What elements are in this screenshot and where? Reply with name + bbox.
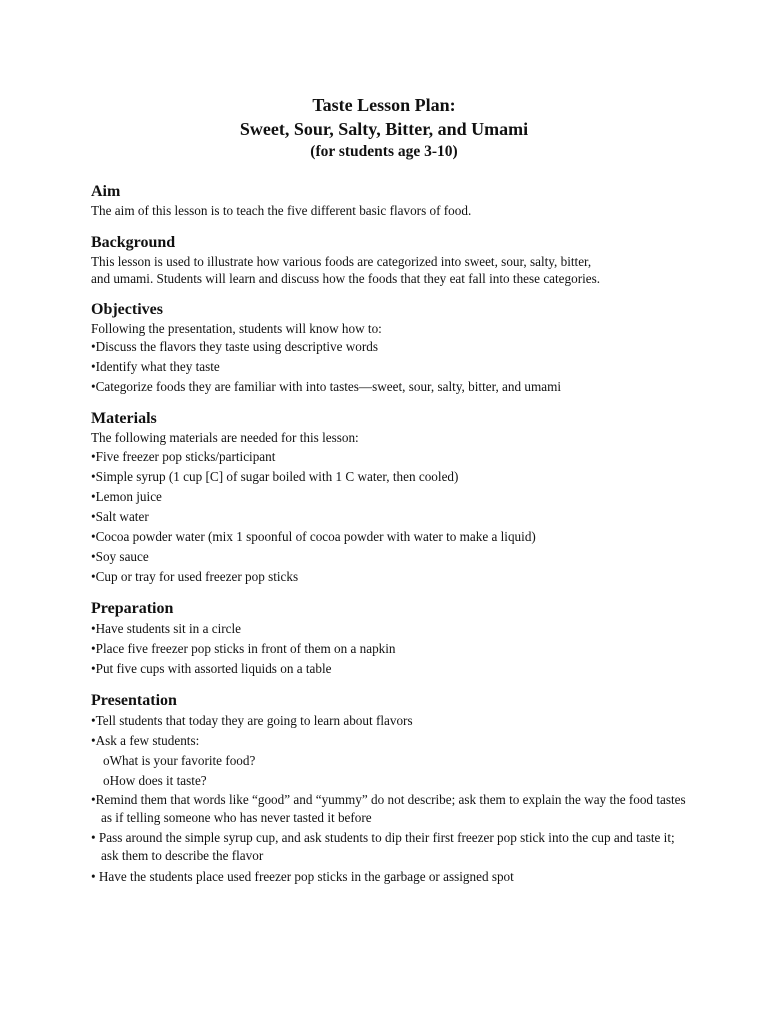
material-item: •Cocoa powder water (mix 1 spoonful of cocoa powder with water to make a liquid) <box>91 528 536 544</box>
presentation-item: • Have the students place used freezer pop sticks in the garbage or assigned spot <box>91 868 514 884</box>
section-presentation <box>91 690 691 887</box>
background-text-line-1: This lesson is used to illustrate how various foods are categorized into sweet, sour, salty, bitter, <box>91 253 592 269</box>
title-line-1: Taste Lesson Plan: <box>312 95 456 115</box>
objectives-heading: Objectives <box>91 300 163 318</box>
material-item: •Cup or tray for used freezer pop sticks <box>91 568 299 584</box>
section-background <box>91 232 691 288</box>
material-item: •Five freezer pop sticks/participant <box>91 448 276 464</box>
presentation-item: • Pass around the simple syrup cup, and ask students to dip their first freezer pop stick into the cup and taste it; ask them to describe the flavor <box>91 829 675 863</box>
material-item: •Soy sauce <box>91 548 149 564</box>
presentation-item: •Ask a few students: <box>91 732 200 748</box>
background-text-line-2: and umami. Students will learn and discuss how the foods that they eat fall into these categories. <box>91 271 601 286</box>
objective-item: •Categorize foods they are familiar with into tastes—sweet, sour, salty, bitter, and umami <box>91 379 562 394</box>
section-materials <box>91 408 691 587</box>
presentation-item: •Tell students that today they are going to learn about flavors <box>91 712 413 728</box>
document-body <box>91 181 691 897</box>
presentation-heading: Presentation <box>91 691 177 709</box>
presentation-item: •Remind them that words like “good” and “yummy” do not describe; ask them to explain the way the food tastes as if telling someone who has never tasted it before <box>91 791 686 825</box>
preparation-item: •Put five cups with assorted liquids on a table <box>91 660 332 676</box>
material-item: •Simple syrup (1 cup [C] of sugar boiled with 1 C water, then cooled) <box>91 468 459 484</box>
title-line-3: (for students age 3-10) <box>310 143 458 160</box>
materials-intro: The following materials are needed for this lesson: <box>91 430 359 445</box>
section-preparation <box>91 598 691 679</box>
section-aim <box>91 181 691 220</box>
aim-heading: Aim <box>91 183 121 200</box>
material-item: •Lemon juice <box>91 488 162 504</box>
material-item: •Salt water <box>91 508 149 524</box>
section-objectives <box>91 299 691 398</box>
preparation-item: •Have students sit in a circle <box>91 620 242 636</box>
materials-heading: Materials <box>91 410 157 427</box>
presentation-sub-item: oHow does it taste? <box>103 772 207 788</box>
objective-item: •Identify what they taste <box>91 359 220 374</box>
document-title <box>0 93 768 163</box>
title-line-2: Sweet, Sour, Salty, Bitter, and Umami <box>239 119 529 139</box>
presentation-sub-item: oWhat is your favorite food? <box>103 752 256 768</box>
objectives-intro: Following the presentation, students will know how to: <box>91 320 382 336</box>
aim-text: The aim of this lesson is to teach the five different basic flavors of food. <box>91 203 472 218</box>
background-heading: Background <box>91 233 176 251</box>
preparation-heading: Preparation <box>91 599 174 617</box>
preparation-item: •Place five freezer pop sticks in front of them on a napkin <box>91 640 396 656</box>
objective-item: •Discuss the flavors they taste using descriptive words <box>91 339 378 354</box>
